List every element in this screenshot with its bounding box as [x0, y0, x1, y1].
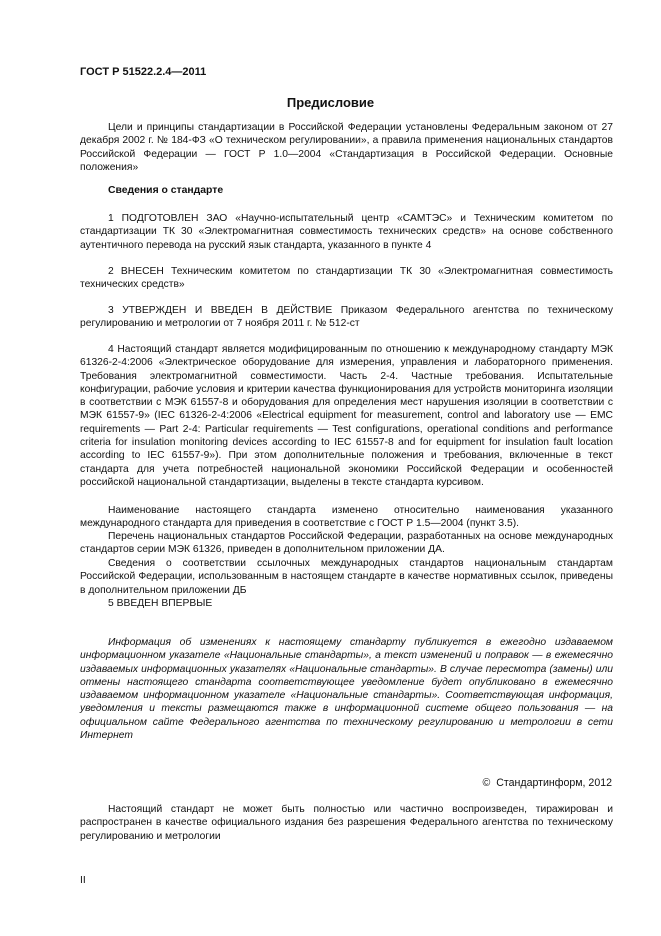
copyright-symbol: © [482, 777, 491, 789]
document-code: ГОСТ Р 51522.2.4—2011 [80, 66, 207, 78]
item-4-modified: 4 Настоящий стандарт является модифицированным по отношению к международному стандарту МЭК 61326-2-4:2006 «Электрическое оборудование для измерения, управления и лабораторного применения. Требования электромагнитной совместимости. Часть 2-4. Частные требования. Испытательные конфигурации, рабочие условия и критерии качества функционирования для устройств мониторинга изоляции в соответствии с МЭК 61557-8 и оборудования для определения мест нарушения изоляции в соответствии с МЭК 61557-9» (IEC 61326-2-4:2006 «Electrical equipment for measurement, control and laboratory use — EMC requirements — Part 2-4: Particular requirements — Test configurations, operational conditions and performance criteria for insulation monitoring devices according to IEC 61557-8 and for equipment for insulation fault location according to IEC 61557-9»). При этом дополнительные положения и требования, включенные в текст стандарта для учета потребностей национальной экономики Российской Федерации и особенностей российской национальной стандартизации, выделены в тексте стандарта курсивом. [80, 344, 613, 488]
item-5-first-introduced: 5 ВВЕДЕН ВПЕРВЫЕ [108, 598, 213, 609]
page-title: Предисловие [286, 95, 375, 110]
item-4-references: Сведения о соответствии ссылочных международных стандартов национальным стандартам Российской Федерации, использованным в настоящем стандарте в качестве нормативных ссылок, приведены в дополнительном приложении ДБ [80, 558, 613, 596]
page-number: II [80, 875, 86, 886]
item-2-introduced: 2 ВНЕСЕН Техническим комитетом по стандартизации ТК 30 «Электромагнитная совместимость технических средств» [80, 266, 613, 291]
item-3-approved: 3 УТВЕРЖДЕН И ВВЕДЕН В ДЕЙСТВИЕ Приказом Федерального агентства по техническому регулированию и метрологии от 7 ноября 2011 г. № 512-ст [80, 305, 613, 330]
item-1-prepared: 1 ПОДГОТОВЛЕН ЗАО «Научно-испытательный центр «САМТЭС» и Техническим комитетом по стандартизации ТК 30 «Электромагнитная совместимость технических средств» на основе собственного аутентичного перевода на русский язык стандарта, указанного в пункте 4 [80, 213, 613, 251]
copyright-line [482, 777, 612, 789]
section-heading: Сведения о стандарте [108, 185, 224, 196]
copyright-text: Стандартинформ, 2012 [496, 777, 612, 789]
item-4-name-change: Наименование настоящего стандарта изменено относительно наименования указанного международного стандарта для приведения в соответствие с ГОСТ Р 1.5—2004 (пункт 3.5). [80, 505, 613, 530]
changes-notice: Информация об изменениях к настоящему стандарту публикуется в ежегодно издаваемом информационном указателе «Национальные стандарты», а текст изменений и поправок — в ежемесячно издаваемых информационных указателях «Национальные стандарты». В случае пересмотра (замены) или отмены настоящего стандарта соответствующее уведомление будет опубликовано в ежемесячно издаваемом информационном указателе «Национальные стандарты». Соответствующая информация, уведомления и тексты размещаются также в информационной системе общего пользования — на официальном сайте Федерального агентства по техническому регулированию и метрологии в сети Интернет [80, 637, 613, 742]
intro-paragraph: Цели и принципы стандартизации в Российской Федерации установлены Федеральным законом от 27 декабря 2002 г. № 184-ФЗ «О техническом регулировании», а правила применения национальных стандартов Российской Федерации — ГОСТ Р 1.0—2004 «Стандартизация в Российской Федерации. Основные положения» [80, 122, 613, 173]
item-4-national-list: Перечень национальных стандартов Российской Федерации, разработанных на основе международных стандартов серии МЭК 61326, приведен в дополнительном приложении ДА. [80, 531, 613, 556]
reproduction-notice: Настоящий стандарт не может быть полностью или частично воспроизведен, тиражирован и распространен в качестве официального издания без разрешения Федерального агентства по техническому регулированию и метрологии [80, 804, 613, 842]
